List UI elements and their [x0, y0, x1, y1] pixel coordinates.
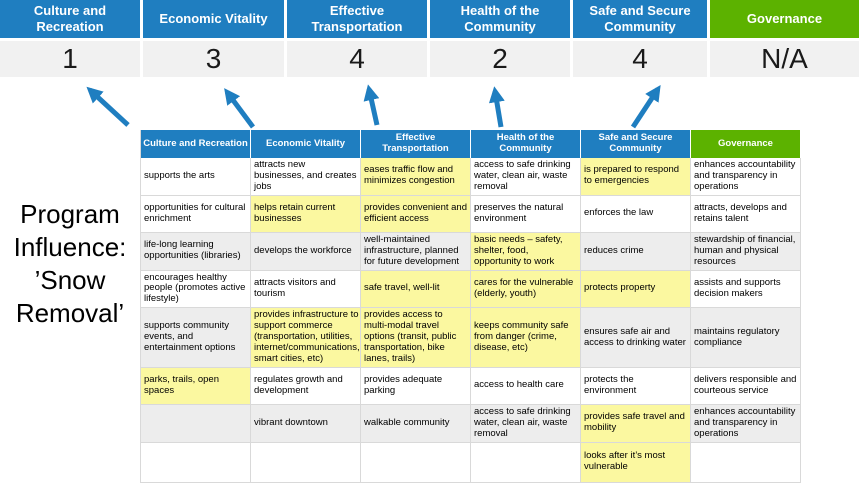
table-cell: well-maintained infrastructure, planned for future development — [361, 233, 471, 271]
table-header: Health of the Community — [471, 130, 581, 158]
table-cell — [141, 405, 251, 443]
table-cell: provides convenient and efficient access — [361, 196, 471, 233]
category-governance — [710, 0, 859, 38]
table-cell: opportunities for cultural enrichment — [141, 196, 251, 233]
category-label: Governance — [746, 10, 823, 26]
score-effective-transportation: 4 — [287, 41, 427, 77]
category-effective-transportation — [287, 0, 427, 38]
table-cell: stewardship of financial, human and physical resources — [691, 233, 801, 271]
table-cell: access to safe drinking water, clean air, waste removal — [471, 158, 581, 196]
table-cell: preserves the natural environment — [471, 196, 581, 233]
table-cell: provides infrastructure to support commerce (transportation, utilities, internet/communications, smart cities, etc) — [251, 308, 361, 368]
table-cell: helps retain current businesses — [251, 196, 361, 233]
table-cell — [361, 443, 471, 483]
table-cell: attracts, develops and retains talent — [691, 196, 801, 233]
table-cell: keeps community safe from danger (crime, disease, etc) — [471, 308, 581, 368]
table-cell: develops the workforce — [251, 233, 361, 271]
table-cell: ensures safe air and access to drinking water — [581, 308, 691, 368]
score-culture-recreation: 1 — [0, 41, 140, 77]
table-cell: is prepared to respond to emergencies — [581, 158, 691, 196]
table-cell: provides access to multi-modal travel options (transit, public transportation, bike lanes, trails) — [361, 308, 471, 368]
table-cell — [251, 443, 361, 483]
category-safe-secure-community — [573, 0, 707, 38]
table-cell: attracts new businesses, and creates jobs — [251, 158, 361, 196]
table-header: Effective Transportation — [361, 130, 471, 158]
category-economic-vitality — [143, 0, 284, 38]
table-cell: basic needs – safety, shelter, food, opportunity to work — [471, 233, 581, 271]
table-cell: life-long learning opportunities (libraries) — [141, 233, 251, 271]
table-cell: safe travel, well-lit — [361, 271, 471, 309]
table-cell: protects property — [581, 271, 691, 309]
table-cell: access to health care — [471, 368, 581, 405]
table-header: Economic Vitality — [251, 130, 361, 158]
table-cell: delivers responsible and courteous service — [691, 368, 801, 405]
table-cell: maintains regulatory compliance — [691, 308, 801, 368]
table-header: Governance — [691, 130, 801, 158]
table-cell: walkable community — [361, 405, 471, 443]
category-label: Economic Vitality — [159, 10, 268, 26]
table-cell — [691, 443, 801, 483]
category-label: Health of the Community — [460, 2, 540, 34]
arrow-up-icon — [369, 89, 377, 125]
arrow-up-left-icon — [227, 92, 253, 127]
category-band — [0, 0, 859, 38]
arrow-up-icon — [495, 91, 501, 127]
page-title: Program Influence: ’Snow Removal’ — [13, 199, 127, 329]
table-cell: attracts visitors and tourism — [251, 271, 361, 309]
table-header: Culture and Recreation — [141, 130, 251, 158]
table-cell: supports community events, and entertainment options — [141, 308, 251, 368]
table-cell: eases traffic flow and minimizes congestion — [361, 158, 471, 196]
table-cell: provides safe travel and mobility — [581, 405, 691, 443]
table-cell: looks after it’s most vulnerable — [581, 443, 691, 483]
table-header: Safe and Secure Community — [581, 130, 691, 158]
table-cell: vibrant downtown — [251, 405, 361, 443]
category-label: Effective Transportation — [311, 2, 403, 34]
influence-arrows — [0, 79, 859, 131]
table-cell: parks, trails, open spaces — [141, 368, 251, 405]
table-cell: provides adequate parking — [361, 368, 471, 405]
category-health-community — [430, 0, 570, 38]
table-cell: supports the arts — [141, 158, 251, 196]
score-governance: N/A — [710, 41, 859, 77]
arrow-up-right-icon — [633, 89, 658, 127]
table-cell: enhances accountability and transparency in operations — [691, 158, 801, 196]
table-cell — [471, 443, 581, 483]
table-cell: regulates growth and development — [251, 368, 361, 405]
score-health-community: 2 — [430, 41, 570, 77]
table-cell: encourages healthy people (promotes active lifestyle) — [141, 271, 251, 309]
table-cell: cares for the vulnerable (elderly, youth) — [471, 271, 581, 309]
table-cell — [141, 443, 251, 483]
score-band — [0, 41, 859, 77]
category-label: Safe and Secure Community — [589, 2, 691, 34]
category-label: Culture and Recreation — [33, 2, 107, 34]
table-cell: access to safe drinking water, clean air, waste removal — [471, 405, 581, 443]
table-cell: assists and supports decision makers — [691, 271, 801, 309]
table-cell: enhances accountability and transparency in operations — [691, 405, 801, 443]
table-cell: protects the environment — [581, 368, 691, 405]
table-cell: enforces the law — [581, 196, 691, 233]
table-cell: reduces crime — [581, 233, 691, 271]
arrow-up-left-icon — [90, 90, 128, 125]
score-safe-secure-community: 4 — [573, 41, 707, 77]
category-culture-recreation — [0, 0, 140, 38]
score-economic-vitality: 3 — [143, 41, 284, 77]
influence-table — [140, 130, 802, 483]
